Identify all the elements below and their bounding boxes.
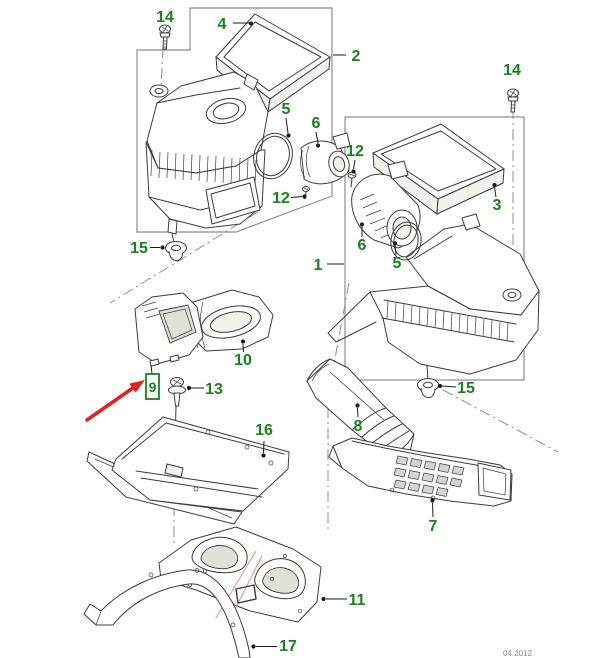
callout-12-right[interactable]: 12 [346,143,364,160]
callout-1[interactable]: 1 [313,257,323,274]
callout-3[interactable]: 3 [492,197,502,214]
callout-14-left[interactable]: 14 [156,9,174,26]
screw-icon-left [160,25,171,49]
selection-arrow [87,380,145,420]
part-intake-snorkel-7 [329,438,512,506]
callout-7[interactable]: 7 [428,518,438,535]
edition-code: 04.2012 [503,649,532,658]
callout-2[interactable]: 2 [351,48,361,65]
part-housing-left [146,72,268,242]
callout-9-highlighted[interactable] [146,365,159,399]
callout-5-right[interactable]: 5 [392,255,402,272]
callout-15-right[interactable]: 15 [457,380,475,397]
part-maf-sensor-left [300,133,352,184]
callout-11[interactable]: 11 [348,592,366,609]
callout-14-right[interactable]: 14 [503,62,521,79]
callout-5-left[interactable]: 5 [281,101,291,118]
callout-6-left[interactable]: 6 [311,115,321,132]
callout-9-number[interactable]: 9 [148,379,157,395]
callout-10[interactable]: 10 [234,352,252,369]
callout-17[interactable]: 17 [279,638,297,655]
callout-4[interactable]: 4 [217,16,227,33]
callout-15-left[interactable]: 15 [130,240,148,257]
callout-6-right[interactable]: 6 [357,237,367,254]
part-outlet-duct-10 [190,290,273,351]
part-inlet-resonator-9 [135,293,203,366]
callout-16[interactable]: 16 [255,422,273,439]
screw-icon-right [508,89,519,112]
callout-8[interactable]: 8 [353,418,363,435]
callout-13[interactable]: 13 [205,381,223,398]
callout-12-left[interactable]: 12 [272,190,290,207]
part-clamp-right [348,172,356,187]
grommet-icon-right [418,379,439,398]
